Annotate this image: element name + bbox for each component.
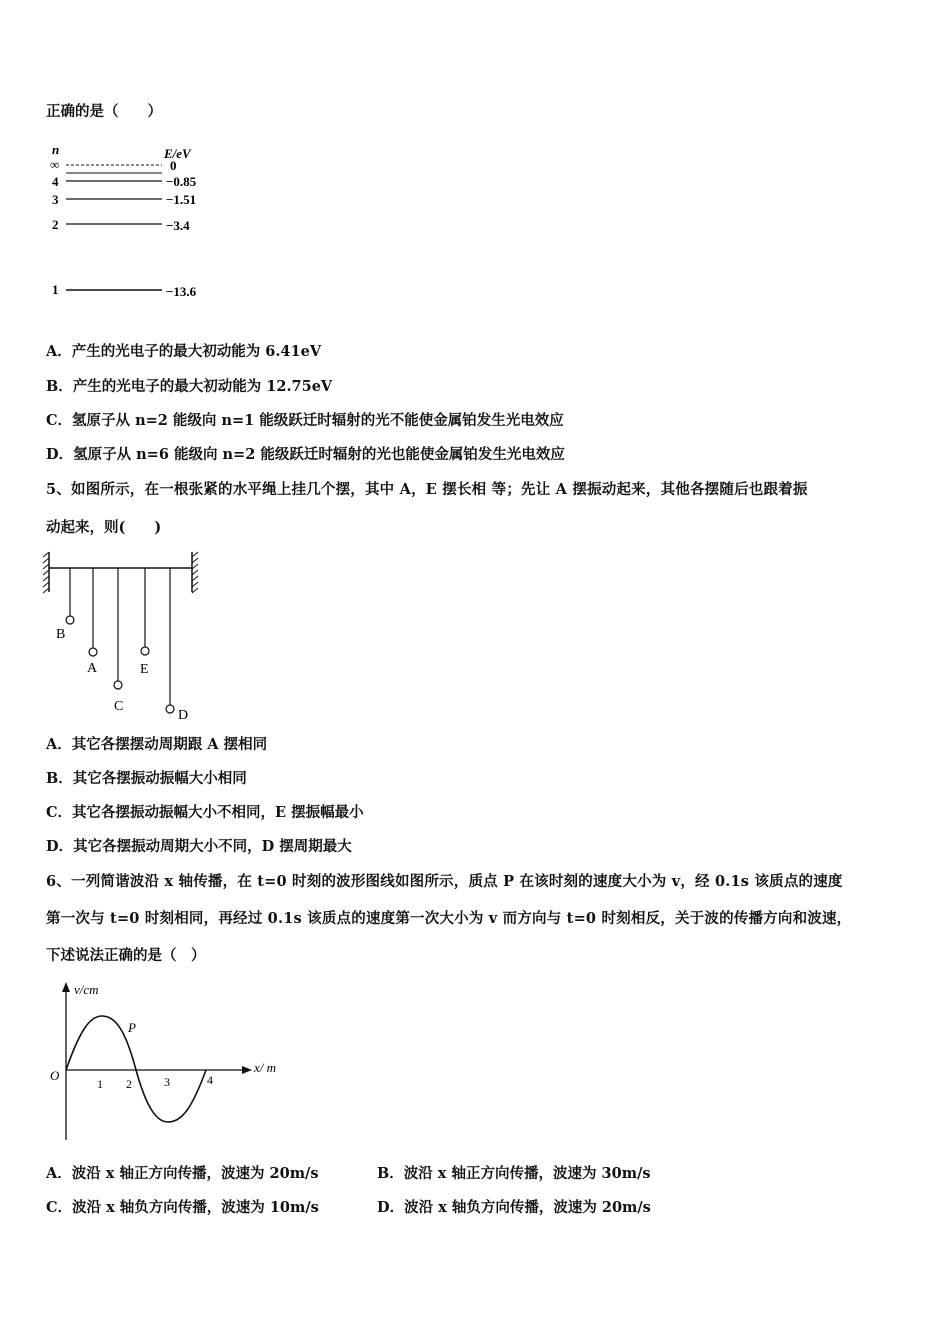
level-n-2: 2	[52, 217, 59, 232]
q5-option-a: A．其它各摆摆动周期跟 A 摆相同	[46, 736, 268, 753]
pendulum-c-label: C	[114, 699, 124, 714]
q5-option-c: C．其它各摆振动振幅大小不相同，E 摆振幅最小	[46, 804, 364, 821]
level-e-1: −13.6	[166, 284, 197, 299]
pendulum-diagram	[42, 550, 207, 725]
pendulum-a-label: A	[87, 661, 98, 676]
x-tick-4: 4	[207, 1073, 213, 1087]
pendulum-c-bob	[114, 681, 122, 689]
q6-stem-line1: 6、一列简谐波沿 x 轴传播，在 t=0 时刻的波形图线如图所示，质点 P 在该时刻的速度大小为 v，经 0.1s 该质点的速度	[46, 873, 843, 890]
q5-stem-line1: 5、如图所示，在一根张紧的水平绳上挂几个摆，其中 A，E 摆长相 等；先让 A 摆振动起来，其他各摆随后也跟着振	[46, 481, 808, 498]
level-e-4: −0.85	[166, 174, 197, 189]
level-n-1: 1	[52, 282, 59, 297]
q6-stem-line2: 第一次与 t=0 时刻相同，再经过 0.1s 该质点的速度第一次大小为 v 而方向与 t=0 时刻相反，关于波的传播方向和波速，	[46, 910, 852, 927]
x-axis-arrow	[242, 1066, 252, 1074]
q5-stem-line2: 动起来，则( )	[46, 519, 162, 536]
pendulum-b-bob	[66, 616, 74, 624]
q4-option-a: A．产生的光电子的最大初动能为 6.41eV	[46, 343, 322, 360]
x-tick-2: 2	[126, 1077, 132, 1091]
q6-option-a: A．波沿 x 轴正方向传播，波速为 20m/s	[46, 1165, 319, 1182]
n-header: n	[52, 142, 60, 157]
left-wall-hatch	[43, 552, 49, 593]
level-n-4: 4	[52, 174, 59, 189]
x-axis-label: x/ m	[254, 1060, 277, 1075]
y-axis-arrow	[62, 982, 70, 992]
q4-option-d: D．氢原子从 n=6 能级向 n=2 能级跃迁时辐射的光也能使金属铂发生光电效应	[46, 446, 565, 463]
question-intro: 正确的是（ ）	[46, 103, 162, 120]
level-e-inf: 0	[170, 158, 177, 173]
origin-label: O	[50, 1068, 60, 1083]
x-tick-3: 3	[164, 1075, 170, 1089]
q6-option-b: B．波沿 x 轴正方向传播，波速为 30m/s	[377, 1165, 651, 1182]
level-e-2: −3.4	[166, 218, 190, 233]
pendulum-e-label: E	[140, 662, 149, 677]
pendulum-a-bob	[89, 648, 97, 656]
right-wall-hatch	[192, 552, 198, 593]
level-n-3: 3	[52, 192, 59, 207]
energy-level-diagram	[44, 140, 214, 305]
y-axis-label: v/cm	[74, 982, 99, 997]
pendulum-e-bob	[141, 647, 149, 655]
pendulum-d-bob	[166, 705, 174, 713]
q4-option-b: B．产生的光电子的最大初动能为 12.75eV	[46, 378, 333, 395]
q6-option-d: D．波沿 x 轴负方向传播，波速为 20m/s	[377, 1199, 651, 1216]
q5-option-d: D．其它各摆振动周期大小不同，D 摆周期最大	[46, 838, 352, 855]
pendulum-b-label: B	[56, 627, 66, 642]
x-tick-1: 1	[97, 1077, 103, 1091]
pendulum-d-label: D	[178, 708, 189, 723]
q6-option-c: C．波沿 x 轴负方向传播，波速为 10m/s	[46, 1199, 319, 1216]
q6-stem-line3: 下述说法正确的是（ ）	[46, 947, 206, 964]
point-p-label: P	[128, 1020, 136, 1035]
wave-curve	[66, 1016, 206, 1122]
e-header: E/eV	[164, 146, 191, 161]
wave-graph	[46, 980, 291, 1145]
level-n-inf: ∞	[50, 157, 60, 172]
level-e-3: −1.51	[166, 192, 197, 207]
q5-option-b: B．其它各摆振动振幅大小相同	[46, 770, 247, 787]
q4-option-c: C．氢原子从 n=2 能级向 n=1 能级跃迁时辐射的光不能使金属铂发生光电效应	[46, 412, 564, 429]
